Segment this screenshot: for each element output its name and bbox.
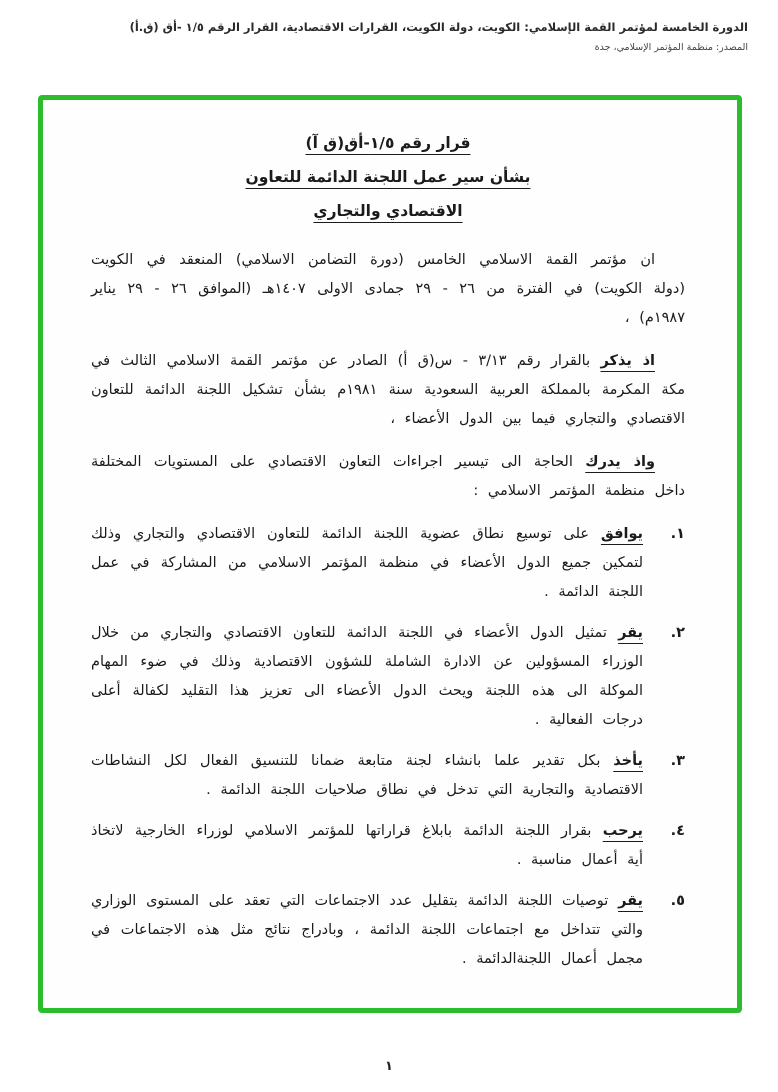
resolution-items-list xyxy=(91,520,685,974)
paragraph-text: الحاجة الى تيسير اجراءات التعاون الاقتصادي على المستويات المختلفة داخل منظمة المؤتمر الاسلامي : xyxy=(91,454,685,499)
list-item xyxy=(91,520,685,607)
item-text xyxy=(91,520,643,607)
metadata-source-line: الدورة الخامسة لمؤتمر القمة الإسلامي: الكويت، دولة الكويت، القرارات الاقتصادية، القرار الرقم ١/٥ -أق (ق.أ) xyxy=(129,20,748,34)
document-metadata-header xyxy=(30,20,748,53)
preamble-paragraph-2 xyxy=(91,347,685,434)
item-body: بقرار اللجنة الدائمة بابلاغ قراراتها للمؤتمر الاسلامي لوزراء الخارجية لاتخاذ أية أعمال مناسبة . xyxy=(91,823,643,868)
item-lead: يوافق xyxy=(600,526,643,542)
list-item xyxy=(91,817,685,875)
resolution-number-title: قرار رقم ١/٥-أق(ق آ) xyxy=(305,134,471,152)
preamble-paragraph-1 xyxy=(91,246,685,333)
item-marker: ٥. xyxy=(670,893,685,909)
item-marker: ٢. xyxy=(670,625,685,641)
item-lead: يرحب xyxy=(602,823,643,839)
resolution-subject-title-2: الاقتصادي والتجاري xyxy=(313,202,463,220)
item-body: توصيات اللجنة الدائمة بتقليل عدد الاجتماعات التي تعقد على المستوى الوزاري والتي تتداخل مع اجتماعات اللجنة الدائمة ، وبادراج نتائج مثل هذه الاجتماعات في مجمل أعمال اللجنةالدائمة . xyxy=(91,893,643,967)
resolution-title-block xyxy=(91,134,685,220)
item-body: تمثيل الدول الأعضاء في اللجنة الدائمة للتعاون الاقتصادي والتجاري من خلال الوزراء المسؤولين عن الادارة الشاملة للشؤون الاقتصادية وذلك في ضوء المهام الموكلة الى هذه اللجنة ويحث الدول الأعضاء الى تعزيز هذا التقليد لكفالة أعلى درجات الفعالية . xyxy=(91,625,643,728)
document-scan-frame xyxy=(38,95,742,1013)
item-lead: يأخذ xyxy=(613,753,643,769)
item-lead: يقر xyxy=(618,625,643,641)
item-text xyxy=(91,887,643,974)
item-lead: يقر xyxy=(618,893,643,909)
item-text xyxy=(91,747,643,805)
list-item xyxy=(91,887,685,974)
paragraph-text: بالقرار رقم ٣/١٣ - س(ق أ) الصادر عن مؤتمر القمة الاسلامي الثالث في مكة المكرمة بالمملكة العربية السعودية سنة ١٩٨١م بشأن تشكيل اللجنة الدائمة للتعاون الاقتصادي والتجاري فيما بين الدول الأعضاء ، xyxy=(91,353,685,427)
paragraph-lead: اذ يذكر xyxy=(600,353,655,369)
list-item xyxy=(91,747,685,805)
item-text xyxy=(91,817,643,875)
item-body: بكل تقدير علما بانشاء لجنة متابعة ضمانا للتنسيق الفعال لكل النشاطات الاقتصادية والتجارية التي تدخل في نطاق صلاحيات اللجنة الدائمة . xyxy=(91,753,643,798)
item-text xyxy=(91,619,643,735)
metadata-publisher-line: المصدر: منظمة المؤتمر الإسلامي، جدة xyxy=(594,42,748,53)
preamble-paragraph-3 xyxy=(91,448,685,506)
item-marker: ٤. xyxy=(670,823,685,839)
list-item xyxy=(91,619,685,735)
item-marker: ٣. xyxy=(670,753,685,769)
resolution-subject-title: بشأن سير عمل اللجنة الدائمة للتعاون xyxy=(245,168,531,186)
item-body: على توسيع نطاق عضوية اللجنة الدائمة للتعاون الاقتصادي والتجاري وذلك لتمكين جميع الدول الأعضاء في منظمة المؤتمر الاسلامي من المشاركة في عمل اللجنة الدائمة . xyxy=(91,526,643,600)
item-marker: ١. xyxy=(670,526,685,542)
paragraph-lead: واذ يدرك xyxy=(585,454,655,470)
page-number: ١ xyxy=(385,1059,393,1074)
paragraph-text: ان مؤتمر القمة الاسلامي الخامس (دورة التضامن الاسلامي) المنعقد في الكويت (دولة الكويت) في الفترة من ٢٦ - ٢٩ جمادى الاولى ١٤٠٧هـ (الموافق ٢٦ - ٢٩ يناير ١٩٨٧م) ، xyxy=(91,252,685,326)
